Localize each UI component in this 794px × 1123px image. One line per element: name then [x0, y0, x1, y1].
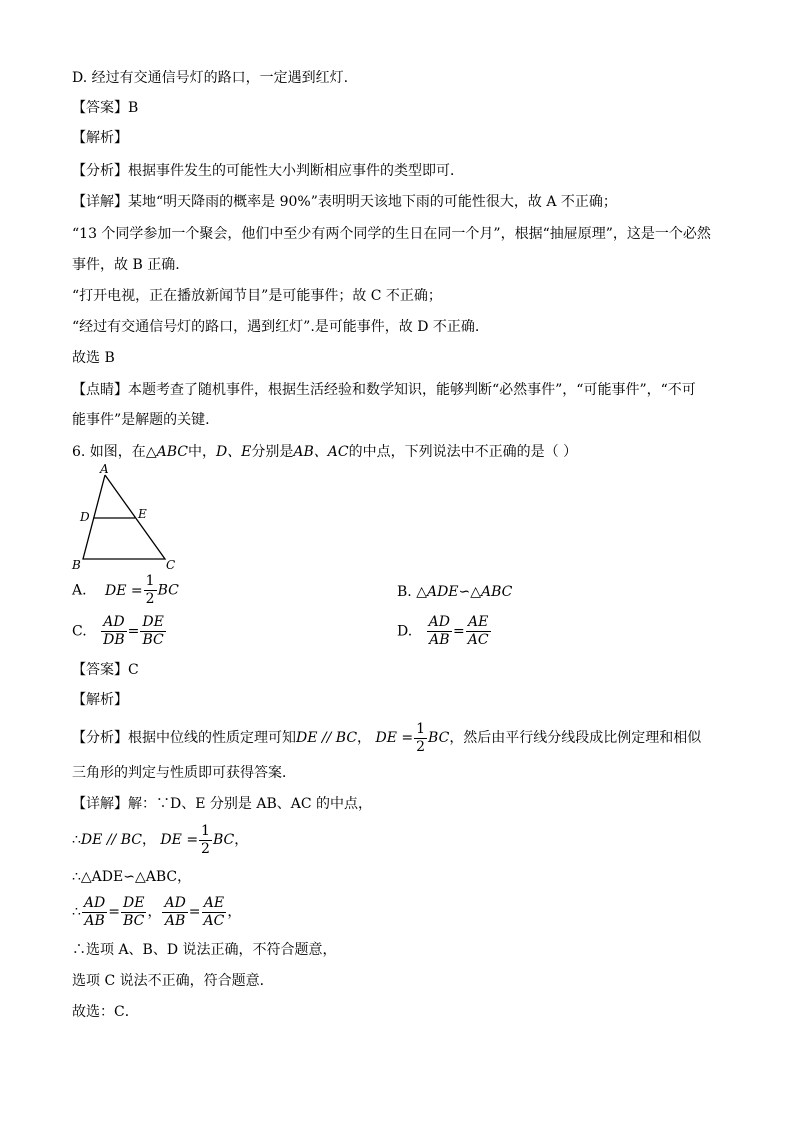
analysis-line-6b: 三角形的判定与性质即可获得答案．: [72, 765, 296, 781]
detail-line-3: 事件，故 B 正确.: [72, 257, 180, 273]
point-d-label: D: [80, 510, 90, 524]
conclusion-line: 故选 B: [72, 350, 115, 366]
vertex-c-label: C: [166, 558, 176, 572]
analysis-line-6: 【分析】根据中位线的性质定理可知DE // BC， DE = $\frac{1}{2}$ BC，然后由平行线分线段成比例定理和相似: [72, 720, 702, 755]
option-d-fraction-1: $\frac{AD}{AB}$: [428, 614, 450, 648]
detail-line-4: “打开电视，正在播放新闻节目”是可能事件；故 C 不正确；: [72, 288, 442, 304]
option-b-text: △ADE∽△ABC: [416, 584, 513, 600]
line-option-d: D. 经过有交通信号灯的路口，一定遇到红灯.: [72, 70, 349, 86]
step1-fraction: $\frac{1}{2}$: [201, 822, 210, 857]
detail-step-5: 选项 C 说法不正确，符合题意．: [72, 973, 274, 989]
option-d: [397, 614, 492, 649]
option-c-equals: =: [127, 623, 140, 640]
q6-points: D、E: [215, 444, 252, 460]
analysis-heading: 【解析】: [72, 130, 128, 146]
option-c-fraction-2: $\frac{DE}{BC}$: [142, 614, 164, 648]
detail-step-4: ∴选项 A、B、D 说法正确，不符合题意，: [72, 942, 337, 958]
detail-step-6: 故选：C．: [72, 1004, 139, 1020]
answer-heading: 【答案】B: [72, 100, 139, 116]
q6-suffix: 的中点，下列说法中不正确的是（ ）: [348, 444, 578, 460]
option-d-label: D.: [397, 623, 413, 640]
detail-line-5: “经过有交通信号灯的路口，遇到红灯”.是可能事件，故 D 不正确.: [72, 319, 480, 335]
option-c-fraction-1: $\frac{AD}{DB}$: [103, 614, 125, 648]
triangle-figure: [66, 463, 186, 573]
option-c-label: C.: [72, 623, 87, 640]
detail-line-2: “13 个同学参加一个聚会，他们中至少有两个同学的生日在同一个月”，根据“抽屉原理”，这是一个必然: [72, 226, 711, 242]
question-6-stem: [72, 442, 577, 462]
q6-text: 分别是: [251, 444, 294, 460]
comment-line-2: 能事件”是解题的关键.: [72, 412, 210, 428]
analysis-fraction: $\frac{1}{2}$: [416, 720, 426, 755]
option-a: [72, 573, 179, 608]
option-a-rhs: BC: [157, 582, 179, 599]
option-b: [397, 582, 512, 602]
q6-prefix: 6. 如图，在: [72, 444, 146, 460]
option-a-fraction: $\frac{1}{2}$: [145, 573, 155, 607]
detail-step-1: ∴DE // BC， DE = $\frac{1}{2}$ BC，: [72, 822, 249, 857]
option-c: [72, 614, 167, 649]
option-d-fraction-2: $\frac{AE}{AC}$: [467, 614, 489, 648]
q6-mid: 中，: [187, 444, 216, 460]
option-a-label: A.: [72, 582, 87, 599]
detail-line-6a: 【详解】解：∵D、E 分别是 AB、AC 的中点，: [72, 796, 373, 812]
option-b-label: B.: [397, 584, 412, 600]
answer-heading-6: 【答案】C: [72, 662, 139, 678]
analysis-heading-6: 【解析】: [72, 692, 128, 708]
detail-step-2: ∴△ADE∽△ABC，: [72, 869, 192, 885]
q6-sides: AB、AC: [293, 444, 349, 460]
detail-line-1: 【详解】某地“明天降雨的概率是 90%”表明明天该地下雨的可能性很大，故 A 不正确；: [72, 194, 617, 210]
q6-triangle: △ABC: [145, 444, 188, 460]
detail-step-3: ∴ $\frac{AD}{AB}$ = $\frac{DE}{BC}$ ， $\frac{AD}{AB}$ = $\frac{AE}{AC}$ ，: [72, 894, 242, 929]
point-e-label: E: [138, 507, 147, 521]
option-d-equals: =: [452, 623, 465, 640]
vertex-b-label: B: [72, 558, 81, 572]
vertex-a-label: A: [100, 463, 109, 476]
option-a-lhs: DE =: [105, 582, 143, 599]
comment-line-1: 【点睛】本题考查了随机事件，根据生活经验和数学知识，能够判断“必然事件”，“可能事件”，“不可: [72, 382, 696, 398]
analysis-line: 【分析】根据事件发生的可能性大小判断相应事件的类型即可．: [72, 163, 464, 179]
